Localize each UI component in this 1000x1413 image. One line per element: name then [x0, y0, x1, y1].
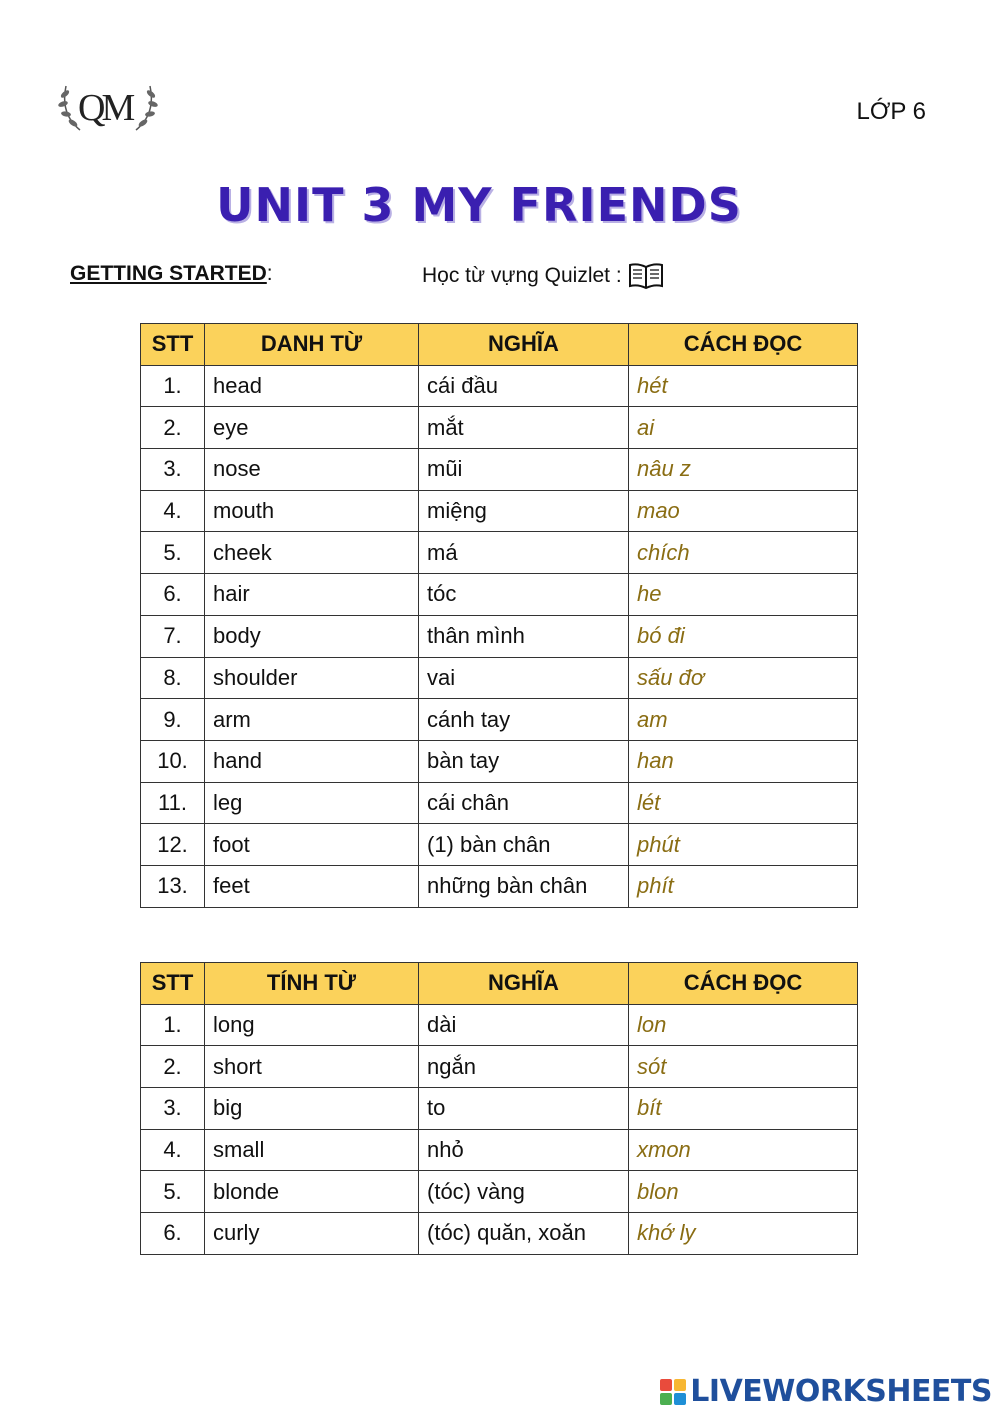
meaning-cell: to — [419, 1088, 629, 1130]
pronunciation-cell: han — [629, 740, 858, 782]
pronunciation-cell: lét — [629, 782, 858, 824]
word-cell: blonde — [205, 1171, 419, 1213]
row-number: 11. — [141, 782, 205, 824]
word-cell: foot — [205, 824, 419, 866]
meaning-cell: mũi — [419, 449, 629, 491]
pronunciation-cell: xmon — [629, 1129, 858, 1171]
table-row — [141, 1171, 858, 1213]
meaning-cell: dài — [419, 1004, 629, 1046]
quizlet-text: Học từ vựng Quizlet : — [422, 264, 622, 287]
word-cell: leg — [205, 782, 419, 824]
meaning-cell: những bàn chân — [419, 865, 629, 907]
row-number: 13. — [141, 865, 205, 907]
section-colon: : — [266, 262, 273, 285]
meaning-cell: thân mình — [419, 615, 629, 657]
table-row — [141, 1004, 858, 1046]
pronunciation-cell: ai — [629, 407, 858, 449]
pronunciation-cell: nâu z — [629, 449, 858, 491]
table-row — [141, 532, 858, 574]
row-number: 4. — [141, 490, 205, 532]
table-row — [141, 490, 858, 532]
row-number: 3. — [141, 449, 205, 491]
header-row — [141, 963, 858, 1005]
word-cell: long — [205, 1004, 419, 1046]
pronunciation-cell: he — [629, 574, 858, 616]
pronunciation-cell: bó đi — [629, 615, 858, 657]
meaning-cell: miệng — [419, 490, 629, 532]
word-cell: arm — [205, 699, 419, 741]
word-cell: short — [205, 1046, 419, 1088]
table-row — [141, 740, 858, 782]
word-cell: head — [205, 365, 419, 407]
pronunciation-cell: am — [629, 699, 858, 741]
table-row — [141, 824, 858, 866]
pronunciation-cell: chích — [629, 532, 858, 574]
table-row — [141, 865, 858, 907]
row-number: 1. — [141, 1004, 205, 1046]
meaning-cell: tóc — [419, 574, 629, 616]
adjectives-table — [140, 962, 858, 1255]
meaning-cell: nhỏ — [419, 1129, 629, 1171]
pronunciation-cell: khớ ly — [629, 1213, 858, 1255]
table-row — [141, 657, 858, 699]
meaning-cell: (1) bàn chân — [419, 824, 629, 866]
row-number: 10. — [141, 740, 205, 782]
row-number: 9. — [141, 699, 205, 741]
row-number: 1. — [141, 365, 205, 407]
quizlet-link[interactable] — [422, 262, 664, 290]
pronunciation-cell: lon — [629, 1004, 858, 1046]
word-cell: hand — [205, 740, 419, 782]
pronunciation-cell: sót — [629, 1046, 858, 1088]
meaning-cell: bàn tay — [419, 740, 629, 782]
liveworksheets-logo-icon — [660, 1379, 686, 1405]
pronunciation-cell: sấu đơ — [629, 657, 858, 699]
row-number: 7. — [141, 615, 205, 657]
header-row — [141, 324, 858, 366]
col-header-meaning: NGHĨA — [419, 324, 629, 366]
word-cell: hair — [205, 574, 419, 616]
pronunciation-cell: mao — [629, 490, 858, 532]
pronunciation-cell: phút — [629, 824, 858, 866]
col-header-stt: STT — [141, 324, 205, 366]
table-row — [141, 1213, 858, 1255]
table-row — [141, 365, 858, 407]
meaning-cell: (tóc) quăn, xoăn — [419, 1213, 629, 1255]
row-number: 6. — [141, 1213, 205, 1255]
meaning-cell: má — [419, 532, 629, 574]
row-number: 2. — [141, 407, 205, 449]
table-row — [141, 699, 858, 741]
grade-label: LỚP 6 — [856, 98, 926, 125]
row-number: 5. — [141, 532, 205, 574]
table-row — [141, 407, 858, 449]
meaning-cell: (tóc) vàng — [419, 1171, 629, 1213]
nouns-table — [140, 323, 858, 908]
word-cell: feet — [205, 865, 419, 907]
meaning-cell: cái đầu — [419, 365, 629, 407]
col-header-pronunciation: CÁCH ĐỌC — [629, 324, 858, 366]
row-number: 3. — [141, 1088, 205, 1130]
col-header-word: DANH TỪ — [205, 324, 419, 366]
table-row — [141, 1129, 858, 1171]
row-number: 12. — [141, 824, 205, 866]
page-title: UNIT 3 MY FRIENDS — [216, 178, 742, 232]
word-cell: eye — [205, 407, 419, 449]
logo-text: QM — [78, 87, 132, 129]
word-cell: nose — [205, 449, 419, 491]
pronunciation-cell: hét — [629, 365, 858, 407]
word-cell: mouth — [205, 490, 419, 532]
table-row — [141, 1046, 858, 1088]
col-header-word: TÍNH TỪ — [205, 963, 419, 1005]
row-number: 8. — [141, 657, 205, 699]
liveworksheets-footer — [660, 1374, 992, 1409]
meaning-cell: vai — [419, 657, 629, 699]
section-label: GETTING STARTED — [70, 262, 267, 285]
col-header-meaning: NGHĨA — [419, 963, 629, 1005]
section-heading — [70, 262, 273, 286]
word-cell: body — [205, 615, 419, 657]
row-number: 4. — [141, 1129, 205, 1171]
table-row — [141, 574, 858, 616]
col-header-pronunciation: CÁCH ĐỌC — [629, 963, 858, 1005]
table-row — [141, 1088, 858, 1130]
row-number: 6. — [141, 574, 205, 616]
pronunciation-cell: bít — [629, 1088, 858, 1130]
row-number: 2. — [141, 1046, 205, 1088]
brand-text: LIVEWORKSHEETS — [690, 1374, 992, 1409]
word-cell: small — [205, 1129, 419, 1171]
meaning-cell: mắt — [419, 407, 629, 449]
word-cell: shoulder — [205, 657, 419, 699]
meaning-cell: cánh tay — [419, 699, 629, 741]
meaning-cell: ngắn — [419, 1046, 629, 1088]
pronunciation-cell: phít — [629, 865, 858, 907]
word-cell: curly — [205, 1213, 419, 1255]
table-row — [141, 449, 858, 491]
word-cell: cheek — [205, 532, 419, 574]
meaning-cell: cái chân — [419, 782, 629, 824]
word-cell: big — [205, 1088, 419, 1130]
col-header-stt: STT — [141, 963, 205, 1005]
row-number: 5. — [141, 1171, 205, 1213]
table-row — [141, 615, 858, 657]
table-row — [141, 782, 858, 824]
pronunciation-cell: blon — [629, 1171, 858, 1213]
book-icon[interactable] — [628, 262, 664, 290]
qm-logo — [52, 80, 164, 136]
